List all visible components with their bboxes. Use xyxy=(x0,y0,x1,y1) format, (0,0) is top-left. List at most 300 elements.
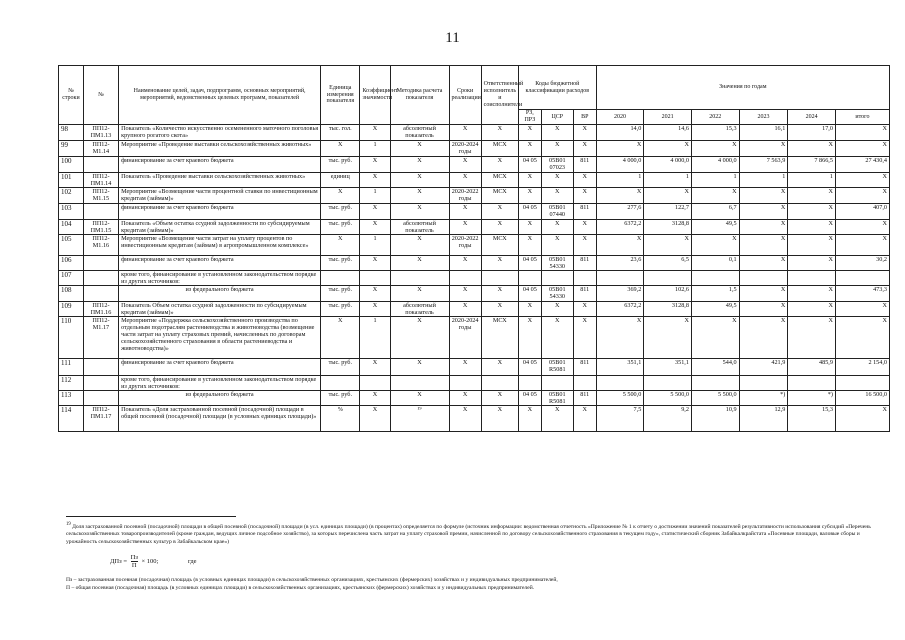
table-cell: 1 xyxy=(739,173,788,188)
table-cell: МСХ xyxy=(481,188,518,204)
table-cell xyxy=(835,375,889,390)
table-cell xyxy=(321,375,360,390)
table-cell: 6,7 xyxy=(691,204,739,219)
table-cell: 04 05 xyxy=(518,358,541,375)
table-cell: тыс. руб. xyxy=(321,391,360,406)
table-cell: Х xyxy=(390,141,449,157)
table-cell: 485,9 xyxy=(788,358,836,375)
table-cell: 3128,8 xyxy=(644,219,692,234)
table-cell: 4 000,0 xyxy=(691,157,739,173)
formula-denominator: П xyxy=(131,562,137,570)
footnote xyxy=(66,522,886,547)
table-cell: Х xyxy=(541,406,573,432)
table-cell: тыс. руб. xyxy=(321,358,360,375)
table-cell: Х xyxy=(518,301,541,316)
header-responsible: Ответственный исполнитель и соисполнители xyxy=(481,66,518,125)
table-cell: Х xyxy=(321,188,360,204)
footnote-mark: 19 xyxy=(66,522,71,527)
table-cell: Х xyxy=(390,286,449,301)
table-cell: Х xyxy=(573,219,596,234)
formula-definitions xyxy=(66,576,886,593)
table-row xyxy=(59,219,890,234)
table-cell: Х xyxy=(788,219,836,234)
formula-numerator: Пз xyxy=(130,554,138,561)
header-budget-codes: Коды бюджетной классификации расходов xyxy=(518,66,596,110)
table-cell: Х xyxy=(481,358,518,375)
table-cell: 811 xyxy=(573,391,596,406)
table-row xyxy=(59,173,890,188)
table-cell: Х xyxy=(835,219,889,234)
table-cell: Х xyxy=(360,391,390,406)
row-number-cell: 103 xyxy=(59,204,84,219)
table-row xyxy=(59,286,890,301)
table-cell: 811 xyxy=(573,204,596,219)
row-number-cell: 104 xyxy=(59,219,84,234)
table-cell: Х xyxy=(390,255,449,270)
header-code: № xyxy=(83,66,118,125)
table-cell: Х xyxy=(835,301,889,316)
table-row xyxy=(59,188,890,204)
table-cell xyxy=(541,271,573,286)
table-cell: 1 xyxy=(788,173,836,188)
table-cell: 3128,8 xyxy=(644,301,692,316)
table-cell: тыс. гол. xyxy=(321,125,360,141)
table-cell xyxy=(83,204,118,219)
table-cell: Х xyxy=(835,234,889,255)
table-cell: 49,5 xyxy=(691,219,739,234)
table-cell: 544,0 xyxy=(691,358,739,375)
table-cell: Х xyxy=(644,141,692,157)
table-cell: ПП12-М1.16 xyxy=(83,234,118,255)
table-row xyxy=(59,271,890,286)
table-cell: Х xyxy=(481,286,518,301)
name-cell: из федерального бюджета xyxy=(119,391,321,406)
table-cell: 04 05 xyxy=(518,286,541,301)
table-cell: Х xyxy=(360,219,390,234)
row-number-cell: 113 xyxy=(59,391,84,406)
table-cell: 473,3 xyxy=(835,286,889,301)
table-cell: Х xyxy=(739,141,788,157)
table-cell: Х xyxy=(449,125,481,141)
header-sub: 2023 xyxy=(739,110,788,125)
table-cell xyxy=(518,271,541,286)
table-body xyxy=(59,125,890,432)
table-cell: 5 500,0 xyxy=(644,391,692,406)
table-cell: Х xyxy=(835,125,889,141)
table-cell: Х xyxy=(691,141,739,157)
table-cell: Х xyxy=(360,125,390,141)
table-cell: Х xyxy=(644,316,692,358)
table-cell: 04 05 xyxy=(518,157,541,173)
definition-pz: Пз – застрахованная посевная (посадочная) площадь (в условных единицах площади) в сельскохозяйственных организациях, крестьянских (фермерских) хозяйствах и у индивидуальных предпринимателей, xyxy=(66,577,558,583)
name-cell: финансирование за счет краевого бюджета xyxy=(119,255,321,270)
table-cell: 2020-2022 годы xyxy=(449,188,481,204)
table-cell: 351,1 xyxy=(644,358,692,375)
table-cell: *) xyxy=(739,391,788,406)
table-cell: Х xyxy=(518,316,541,358)
table-cell: Х xyxy=(518,219,541,234)
table-cell: 12,9 xyxy=(739,406,788,432)
name-cell: из федерального бюджета xyxy=(119,286,321,301)
table-row xyxy=(59,204,890,219)
table-cell: Х xyxy=(360,157,390,173)
table-cell: ¹⁹ xyxy=(390,406,449,432)
table-cell xyxy=(788,375,836,390)
header-sub: 2022 xyxy=(691,110,739,125)
table-cell: Х xyxy=(390,316,449,358)
table-cell: Х xyxy=(321,141,360,157)
row-number-cell: 98 xyxy=(59,125,84,141)
table-row xyxy=(59,141,890,157)
table-cell: 351,1 xyxy=(596,358,644,375)
table-cell: Х xyxy=(739,234,788,255)
table-cell xyxy=(835,271,889,286)
table-cell: Х xyxy=(541,188,573,204)
table-cell: ПП12-ПМ1.16 xyxy=(83,301,118,316)
table-cell: Х xyxy=(518,406,541,432)
table-cell: 421,9 xyxy=(739,358,788,375)
table-cell: Х xyxy=(390,204,449,219)
table-cell: Х xyxy=(739,301,788,316)
table-cell: Х xyxy=(390,391,449,406)
table-cell: тыс. руб. xyxy=(321,219,360,234)
table-row xyxy=(59,255,890,270)
table-cell: Х xyxy=(449,255,481,270)
table-cell: МСХ xyxy=(481,173,518,188)
header-sub: 2021 xyxy=(644,110,692,125)
table-cell: Х xyxy=(739,219,788,234)
table-cell: Х xyxy=(573,316,596,358)
table-cell: 5 500,0 xyxy=(596,391,644,406)
table-cell: 4 000,0 xyxy=(596,157,644,173)
table-cell: абсолютный показатель xyxy=(390,219,449,234)
name-cell: Мероприятие «Поддержка сельскохозяйственного производства по отдельным подотраслям растениеводства и животноводства (возмещение части затрат на уплату страховых премий, начисленных по договорам сельскохозяйственного страхования в области растениеводства и животноводства)» xyxy=(119,316,321,358)
table-cell: 4 000,0 xyxy=(644,157,692,173)
table-cell xyxy=(449,375,481,390)
table-row xyxy=(59,301,890,316)
table-cell: Х xyxy=(449,286,481,301)
table-cell: ПП12-ПМ1.13 xyxy=(83,125,118,141)
row-number-cell: 102 xyxy=(59,188,84,204)
table-cell: Х xyxy=(449,358,481,375)
table-cell: Х xyxy=(835,316,889,358)
formula-where: где xyxy=(188,558,197,566)
table-cell: Х xyxy=(573,406,596,432)
table-cell xyxy=(83,391,118,406)
table-cell: % xyxy=(321,406,360,432)
table-cell: Х xyxy=(518,188,541,204)
table-cell: Х xyxy=(788,255,836,270)
table-cell: 811 xyxy=(573,255,596,270)
table-cell: Х xyxy=(449,219,481,234)
table-cell: Х xyxy=(788,301,836,316)
table-cell: ПП12-ПМ1.14 xyxy=(83,173,118,188)
table-cell: Х xyxy=(573,234,596,255)
table-cell xyxy=(449,271,481,286)
definition-p: П – общая посевная (посадочная) площадь (в условных единицах площади) в сельскохозяйственных организациях, крестьянских (фермерских) хозяйствах и у индивидуальных предпринимателей. xyxy=(66,585,535,592)
table-cell: Х xyxy=(360,173,390,188)
table-row xyxy=(59,391,890,406)
table-cell: Х xyxy=(739,204,788,219)
table-cell: Х xyxy=(360,301,390,316)
header-sub: ВР xyxy=(573,110,596,125)
table-cell: 05В01 54330 xyxy=(541,286,573,301)
table-cell xyxy=(83,157,118,173)
table-cell xyxy=(83,286,118,301)
header-values-by-year: Значения по годам xyxy=(596,66,889,110)
table-row xyxy=(59,125,890,141)
table-cell: 27 430,4 xyxy=(835,157,889,173)
row-number-cell: 101 xyxy=(59,173,84,188)
table-cell: Х xyxy=(449,157,481,173)
table-cell: 04 05 xyxy=(518,255,541,270)
table-cell xyxy=(481,271,518,286)
table-cell: 102,6 xyxy=(644,286,692,301)
table-cell: единиц xyxy=(321,173,360,188)
formula-fraction xyxy=(131,554,138,569)
table-cell: 05В01 54330 xyxy=(541,255,573,270)
table-row xyxy=(59,234,890,255)
table-cell: 7,5 xyxy=(596,406,644,432)
table-cell: Х xyxy=(541,301,573,316)
table-cell: Х xyxy=(321,316,360,358)
table-cell: Х xyxy=(691,316,739,358)
row-number-cell: 107 xyxy=(59,271,84,286)
table-cell: Х xyxy=(541,125,573,141)
table-cell: 04 05 xyxy=(518,391,541,406)
table-cell: 49,5 xyxy=(691,301,739,316)
table-cell: Х xyxy=(788,141,836,157)
table-cell: Х xyxy=(360,406,390,432)
table-cell: Х xyxy=(360,255,390,270)
table-cell xyxy=(691,271,739,286)
table-cell: 122,7 xyxy=(644,204,692,219)
name-cell: финансирование за счет краевого бюджета xyxy=(119,204,321,219)
table-cell: 369,2 xyxy=(596,286,644,301)
header-unit: Единица измерения показателя xyxy=(321,66,360,125)
table-cell: Х xyxy=(788,188,836,204)
table-cell xyxy=(691,375,739,390)
table-cell xyxy=(644,375,692,390)
table-cell: Х xyxy=(481,301,518,316)
name-cell: Мероприятие «Возмещение части затрат на уплату процентов по инвестиционным кредитам (займам) в агропромышленном комплексе» xyxy=(119,234,321,255)
table-cell: 14,6 xyxy=(644,125,692,141)
table-cell: 6372,2 xyxy=(596,301,644,316)
table-cell xyxy=(739,375,788,390)
table-row xyxy=(59,358,890,375)
table-cell: Х xyxy=(449,173,481,188)
header-sub: итого xyxy=(835,110,889,125)
table-cell: 10,9 xyxy=(691,406,739,432)
header-sub: ЦСР xyxy=(541,110,573,125)
table-cell xyxy=(83,358,118,375)
table-cell: абсолютный показатель xyxy=(390,125,449,141)
row-number-cell: 100 xyxy=(59,157,84,173)
table-cell: ПП12-ПМ1.15 xyxy=(83,219,118,234)
table-cell: 16 500,0 xyxy=(835,391,889,406)
table-cell: Х xyxy=(449,406,481,432)
header-sub: 2024 xyxy=(788,110,836,125)
footnote-divider xyxy=(66,516,236,517)
table-row xyxy=(59,406,890,432)
table-cell xyxy=(518,375,541,390)
table-cell: ПП12-ПМ1.17 xyxy=(83,406,118,432)
table-cell xyxy=(573,375,596,390)
table-cell xyxy=(596,375,644,390)
table-cell: 1 xyxy=(360,141,390,157)
header-term: Сроки реализации xyxy=(449,66,481,125)
table-cell: Х xyxy=(573,141,596,157)
table-cell: Х xyxy=(573,301,596,316)
table-cell: Х xyxy=(541,316,573,358)
program-indicators-table xyxy=(58,65,890,432)
table-cell: 05В01 R5081 xyxy=(541,358,573,375)
table-cell: Х xyxy=(541,234,573,255)
table-cell: 1 xyxy=(691,173,739,188)
table-cell: МСХ xyxy=(481,316,518,358)
header-sub: РЗ, ПРЗ xyxy=(518,110,541,125)
table-cell: тыс. руб. xyxy=(321,157,360,173)
header-row-number: № строки xyxy=(59,66,84,125)
table-cell: Х xyxy=(644,188,692,204)
table-cell: 811 xyxy=(573,358,596,375)
table-cell: тыс. руб. xyxy=(321,301,360,316)
table-cell: 5 500,0 xyxy=(691,391,739,406)
table-cell: Х xyxy=(739,316,788,358)
table-cell: Х xyxy=(596,234,644,255)
page-number: 11 xyxy=(445,30,460,46)
formula-lhs: ДПз = xyxy=(110,558,127,566)
table-cell: 277,6 xyxy=(596,204,644,219)
name-cell: Мероприятие «Возмещение части процентной ставки по инвестиционным кредитам (займам)» xyxy=(119,188,321,204)
table-cell: ПП12-М1.15 xyxy=(83,188,118,204)
table-cell: 2 154,0 xyxy=(835,358,889,375)
table-cell xyxy=(390,271,449,286)
table-cell: Х xyxy=(691,188,739,204)
table-cell xyxy=(360,375,390,390)
table-cell xyxy=(83,255,118,270)
name-cell: Мероприятие «Проведение выставки сельскохозяйственных животных» xyxy=(119,141,321,157)
table-cell: 1 xyxy=(644,173,692,188)
row-number-cell: 112 xyxy=(59,375,84,390)
name-cell: финансирование за счет краевого бюджета xyxy=(119,358,321,375)
table-cell xyxy=(788,271,836,286)
table-cell: 17,0 xyxy=(788,125,836,141)
table-cell: 6,5 xyxy=(644,255,692,270)
table-cell: Х xyxy=(481,391,518,406)
table-cell xyxy=(739,271,788,286)
table-cell: Х xyxy=(835,173,889,188)
table-cell: 2020-2022 годы xyxy=(449,234,481,255)
table-cell: Х xyxy=(481,219,518,234)
table-cell: тыс. руб. xyxy=(321,286,360,301)
table-cell: МСХ xyxy=(481,234,518,255)
table-cell xyxy=(390,375,449,390)
table-cell: Х xyxy=(321,234,360,255)
table-cell: Х xyxy=(541,173,573,188)
table-cell: 04 05 xyxy=(518,204,541,219)
table-cell: 1 xyxy=(360,234,390,255)
header-method: Методика расчета показателя xyxy=(390,66,449,125)
table-cell: Х xyxy=(390,157,449,173)
table-cell: 05В01 07023 xyxy=(541,157,573,173)
name-cell: Показатель Объем остатка ссудной задолженности по субсидируемым кредитам (займам)» xyxy=(119,301,321,316)
table-cell: тыс. руб. xyxy=(321,204,360,219)
row-number-cell: 111 xyxy=(59,358,84,375)
table-cell: Х xyxy=(481,406,518,432)
name-cell: Показатель «Доля застрахованной посевной (посадочной) площади в общей посевной (посадочной) площади (в условных единицах площади)» xyxy=(119,406,321,432)
table-cell: Х xyxy=(788,316,836,358)
table-cell: Х xyxy=(573,125,596,141)
table-cell: 15,3 xyxy=(788,406,836,432)
table-cell: 6372,2 xyxy=(596,219,644,234)
table-cell: 15,3 xyxy=(691,125,739,141)
table-cell xyxy=(481,375,518,390)
table-cell: Х xyxy=(644,234,692,255)
table-cell: Х xyxy=(481,157,518,173)
table-row xyxy=(59,316,890,358)
table-cell: 7 866,5 xyxy=(788,157,836,173)
table-cell: 0,1 xyxy=(691,255,739,270)
table-cell: Х xyxy=(596,188,644,204)
table-cell: 2020-2024 годы xyxy=(449,141,481,157)
table-cell: 05В01 R5081 xyxy=(541,391,573,406)
table-cell: 811 xyxy=(573,286,596,301)
table-cell xyxy=(644,271,692,286)
table-cell: Х xyxy=(481,125,518,141)
table-cell: 14,0 xyxy=(596,125,644,141)
table-cell: Х xyxy=(449,301,481,316)
row-number-cell: 114 xyxy=(59,406,84,432)
name-cell: Показатель «Проведение выставки сельскохозяйственных животных» xyxy=(119,173,321,188)
table-cell: Х xyxy=(739,286,788,301)
table-cell xyxy=(321,271,360,286)
table-cell: ПП12-М1.17 xyxy=(83,316,118,358)
table-cell: Х xyxy=(691,234,739,255)
table-cell: тыс. руб. xyxy=(321,255,360,270)
table-cell: 05В01 07440 xyxy=(541,204,573,219)
footnote-text: Доля застрахованной посевной (посадочной) площади в общей посевной (посадочной) площади (в усл. единицах площади) (в процентах) определяется по формуле (источник информации: ведомственная отчетность «Приложение № 1 к отчету о достижении значений показателей результативности использования субсидий «Перечень сельскохозяйственных товаропроизводителей (кроме граждан, ведущих личное подсобное хозяйство), за которых перечислена часть затрат на уплату страховой премии, начисленной по договору сельскохозяйственного страхования в текущем году», статистический сборник Забайкалкрайстата «Посевные площади, валовые сборы и урожайность сельскохозяйственных культур в Забайкальском крае») xyxy=(66,523,871,545)
table-cell: 9,2 xyxy=(644,406,692,432)
name-cell: Показатель «Объем остатка ссудной задолженности по субсидируемым кредитам (займам)» xyxy=(119,219,321,234)
name-cell: кроме того, финансирование в установленном законодательством порядке из других источников: xyxy=(119,271,321,286)
table-cell: Х xyxy=(541,141,573,157)
table-cell: *) xyxy=(788,391,836,406)
table-cell: абсолютный показатель xyxy=(390,301,449,316)
header-name: Наименование целей, задач, подпрограмм, основных мероприятий, мероприятий, ведомственных целевых программ, показателей xyxy=(119,66,321,125)
table-cell xyxy=(541,375,573,390)
table-cell: 7 563,9 xyxy=(739,157,788,173)
table-cell: ПП12-М1.14 xyxy=(83,141,118,157)
table-cell: Х xyxy=(788,204,836,219)
table-cell xyxy=(83,271,118,286)
table-cell: Х xyxy=(518,125,541,141)
table-cell: 1 xyxy=(360,188,390,204)
table-cell xyxy=(573,271,596,286)
row-number-cell: 110 xyxy=(59,316,84,358)
table-cell: Х xyxy=(573,188,596,204)
table-cell: Х xyxy=(390,188,449,204)
table-cell: Х xyxy=(390,358,449,375)
table-cell: Х xyxy=(518,173,541,188)
row-number-cell: 109 xyxy=(59,301,84,316)
table-cell: 1 xyxy=(360,316,390,358)
row-number-cell: 108 xyxy=(59,286,84,301)
name-cell: кроме того, финансирование в установленном законодательством порядке из других источников: xyxy=(119,375,321,390)
table-cell: Х xyxy=(596,316,644,358)
table-cell: Х xyxy=(596,141,644,157)
table-cell: 1,5 xyxy=(691,286,739,301)
